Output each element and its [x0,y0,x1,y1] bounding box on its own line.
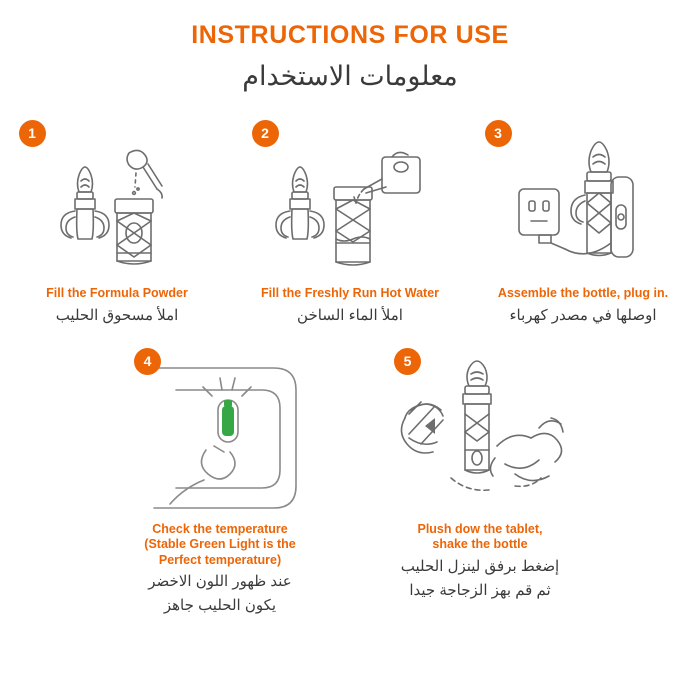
step-5-caption-ar-line-1: إضغط برفق لينزل الحليب [400,557,560,575]
step-4-caption-en-line-2: (Stable Green Light is the [144,537,296,552]
step-number-badge: 5 [394,348,421,375]
step-3-caption-en: Assemble the bottle, plug in. [497,285,669,300]
green-indicator-light-icon [110,354,330,522]
bottle-plug-socket-icon [483,131,683,286]
step-5 [350,348,610,601]
steps-row-top [0,120,700,326]
page-title-en: INSTRUCTIONS FOR USE [191,21,509,49]
step-5-caption-en-line-1: Plush dow the tablet, [417,521,543,536]
step-4 [90,348,350,617]
step-number-badge: 2 [252,120,279,147]
step-4-caption-ar-line-1: عند ظهور اللون الاخضر [148,573,292,591]
step-4-caption-en-line-1: Check the temperature [152,521,288,536]
bottle-with-powder-scoop-icon [17,131,217,286]
step-2 [234,120,467,326]
step-5-illustration [350,348,610,522]
page-header [0,0,700,94]
step-2-caption-ar: املأ الماء الساخن [297,306,403,324]
hands-shaking-bottle-icon [365,354,595,522]
step-4-caption-ar-line-2: يكون الحليب جاهز [163,597,277,615]
step-1-caption-en: Fill the Formula Powder [46,285,188,300]
green-light-indicator [222,400,234,436]
step-4-illustration [90,348,350,522]
step-3-caption [467,286,700,326]
step-1-caption-ar: املأ مسحوق الحليب [55,306,179,324]
step-3 [467,120,700,326]
step-4-caption [90,522,350,617]
step-5-caption-en-line-2: shake the bottle [432,537,528,552]
step-number-badge: 1 [19,120,46,147]
step-number-badge: 3 [485,120,512,147]
step-3-caption-ar: اوصلها في مصدر كهرباء [509,306,657,324]
step-4-caption-en-line-3: Perfect temperature) [158,552,282,567]
steps-row-bottom [0,348,700,617]
step-number-badge: 4 [134,348,161,375]
page-title-ar: معلومات الاستخدام [242,60,458,91]
step-5-caption [350,522,610,601]
step-5-caption-ar-line-2: ثم قم بهز الزجاجة جيدا [409,581,551,599]
step-1-caption [1,286,234,326]
bottle-with-kettle-icon [250,131,450,286]
step-1 [1,120,234,326]
step-2-caption-en: Fill the Freshly Run Hot Water [260,285,440,300]
step-2-caption [234,286,467,326]
